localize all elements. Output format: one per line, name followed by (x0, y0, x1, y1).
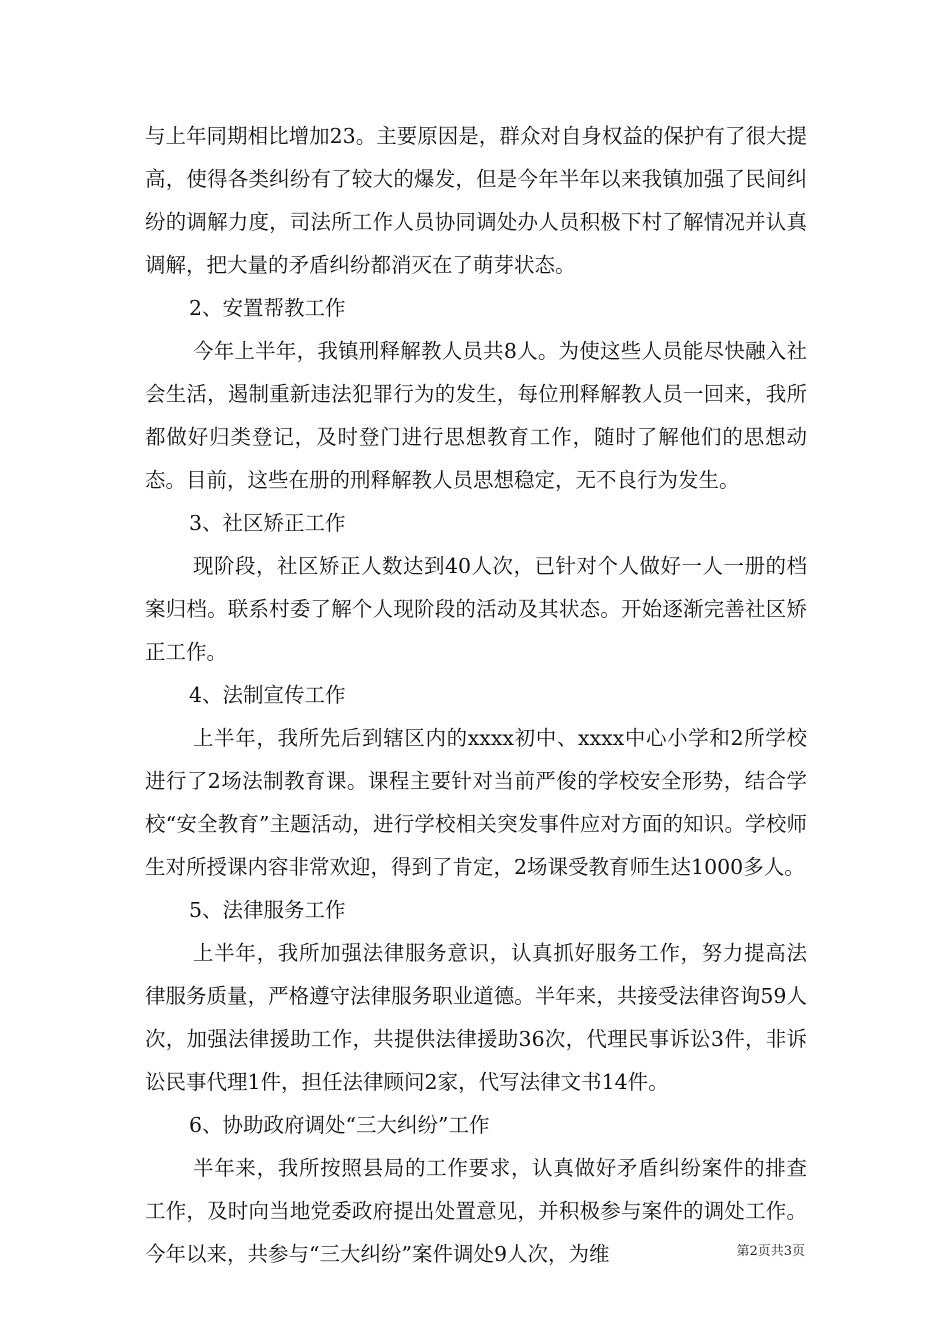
paragraph-dispute-summary: 与上年同期相比增加23。主要原因是，群众对自身权益的保护有了很大提高，使得各类纠纷有了较大的爆发，但是今年半年以来我镇加强了民间纠纷的调解力度，司法所工作人员协同调处办人员积极下村了解情况并认真调解，把大量的矛盾纠纷都消灭在了萌芽状态。 (145, 124, 807, 277)
section-heading-three-disputes: 6、协助政府调处“三大纠纷”工作 (189, 1113, 490, 1137)
document-body (145, 115, 807, 1276)
section-heading-legal-publicity: 4、法制宣传工作 (189, 683, 346, 707)
page-number-footer: 第2页共3页 (736, 1244, 805, 1259)
paragraph-legal-services: 上半年，我所加强法律服务意识，认真抓好服务工作，努力提高法律服务质量，严格遵守法律服务职业道德。半年来，共接受法律咨询59人次，加强法律援助工作，共提供法律援助36次，代理民事诉讼3件，非诉讼民事代理1件，担任法律顾问2家，代写法律文书14件。 (145, 941, 807, 1094)
paragraph-resettlement: 今年上半年，我镇刑释解教人员共8人。为使这些人员能尽快融入社会生活，遏制重新违法犯罪行为的发生，每位刑释解教人员一回来，我所都做好归类登记，及时登门进行思想教育工作，随时了解他们的思想动态。目前，这些在册的刑释解教人员思想稳定，无不良行为发生。 (145, 339, 807, 492)
section-heading-legal-services: 5、法律服务工作 (189, 898, 346, 922)
paragraph-three-disputes: 半年来，我所按照县局的工作要求，认真做好矛盾纠纷案件的排查工作，及时向当地党委政府提出处置意见，并积极参与案件的调处工作。今年以来，共参与“三大纠纷”案件调处9人次，为维 (145, 1156, 807, 1266)
paragraph-community-correction: 现阶段，社区矫正人数达到40人次，已针对个人做好一人一册的档案归档。联系村委了解个人现阶段的活动及其状态。开始逐渐完善社区矫正工作。 (145, 554, 807, 664)
section-heading-resettlement: 2、安置帮教工作 (189, 296, 346, 320)
section-heading-community-correction: 3、社区矫正工作 (189, 511, 346, 535)
paragraph-legal-publicity: 上半年，我所先后到辖区内的xxxx初中、xxxx中心小学和2所学校进行了2场法制教育课。课程主要针对当前严俊的学校安全形势，结合学校“安全教育”主题活动，进行学校相关突发事件应对方面的知识。学校师生对所授课内容非常欢迎，得到了肯定，2场课受教育师生达1000多人。 (145, 726, 807, 879)
